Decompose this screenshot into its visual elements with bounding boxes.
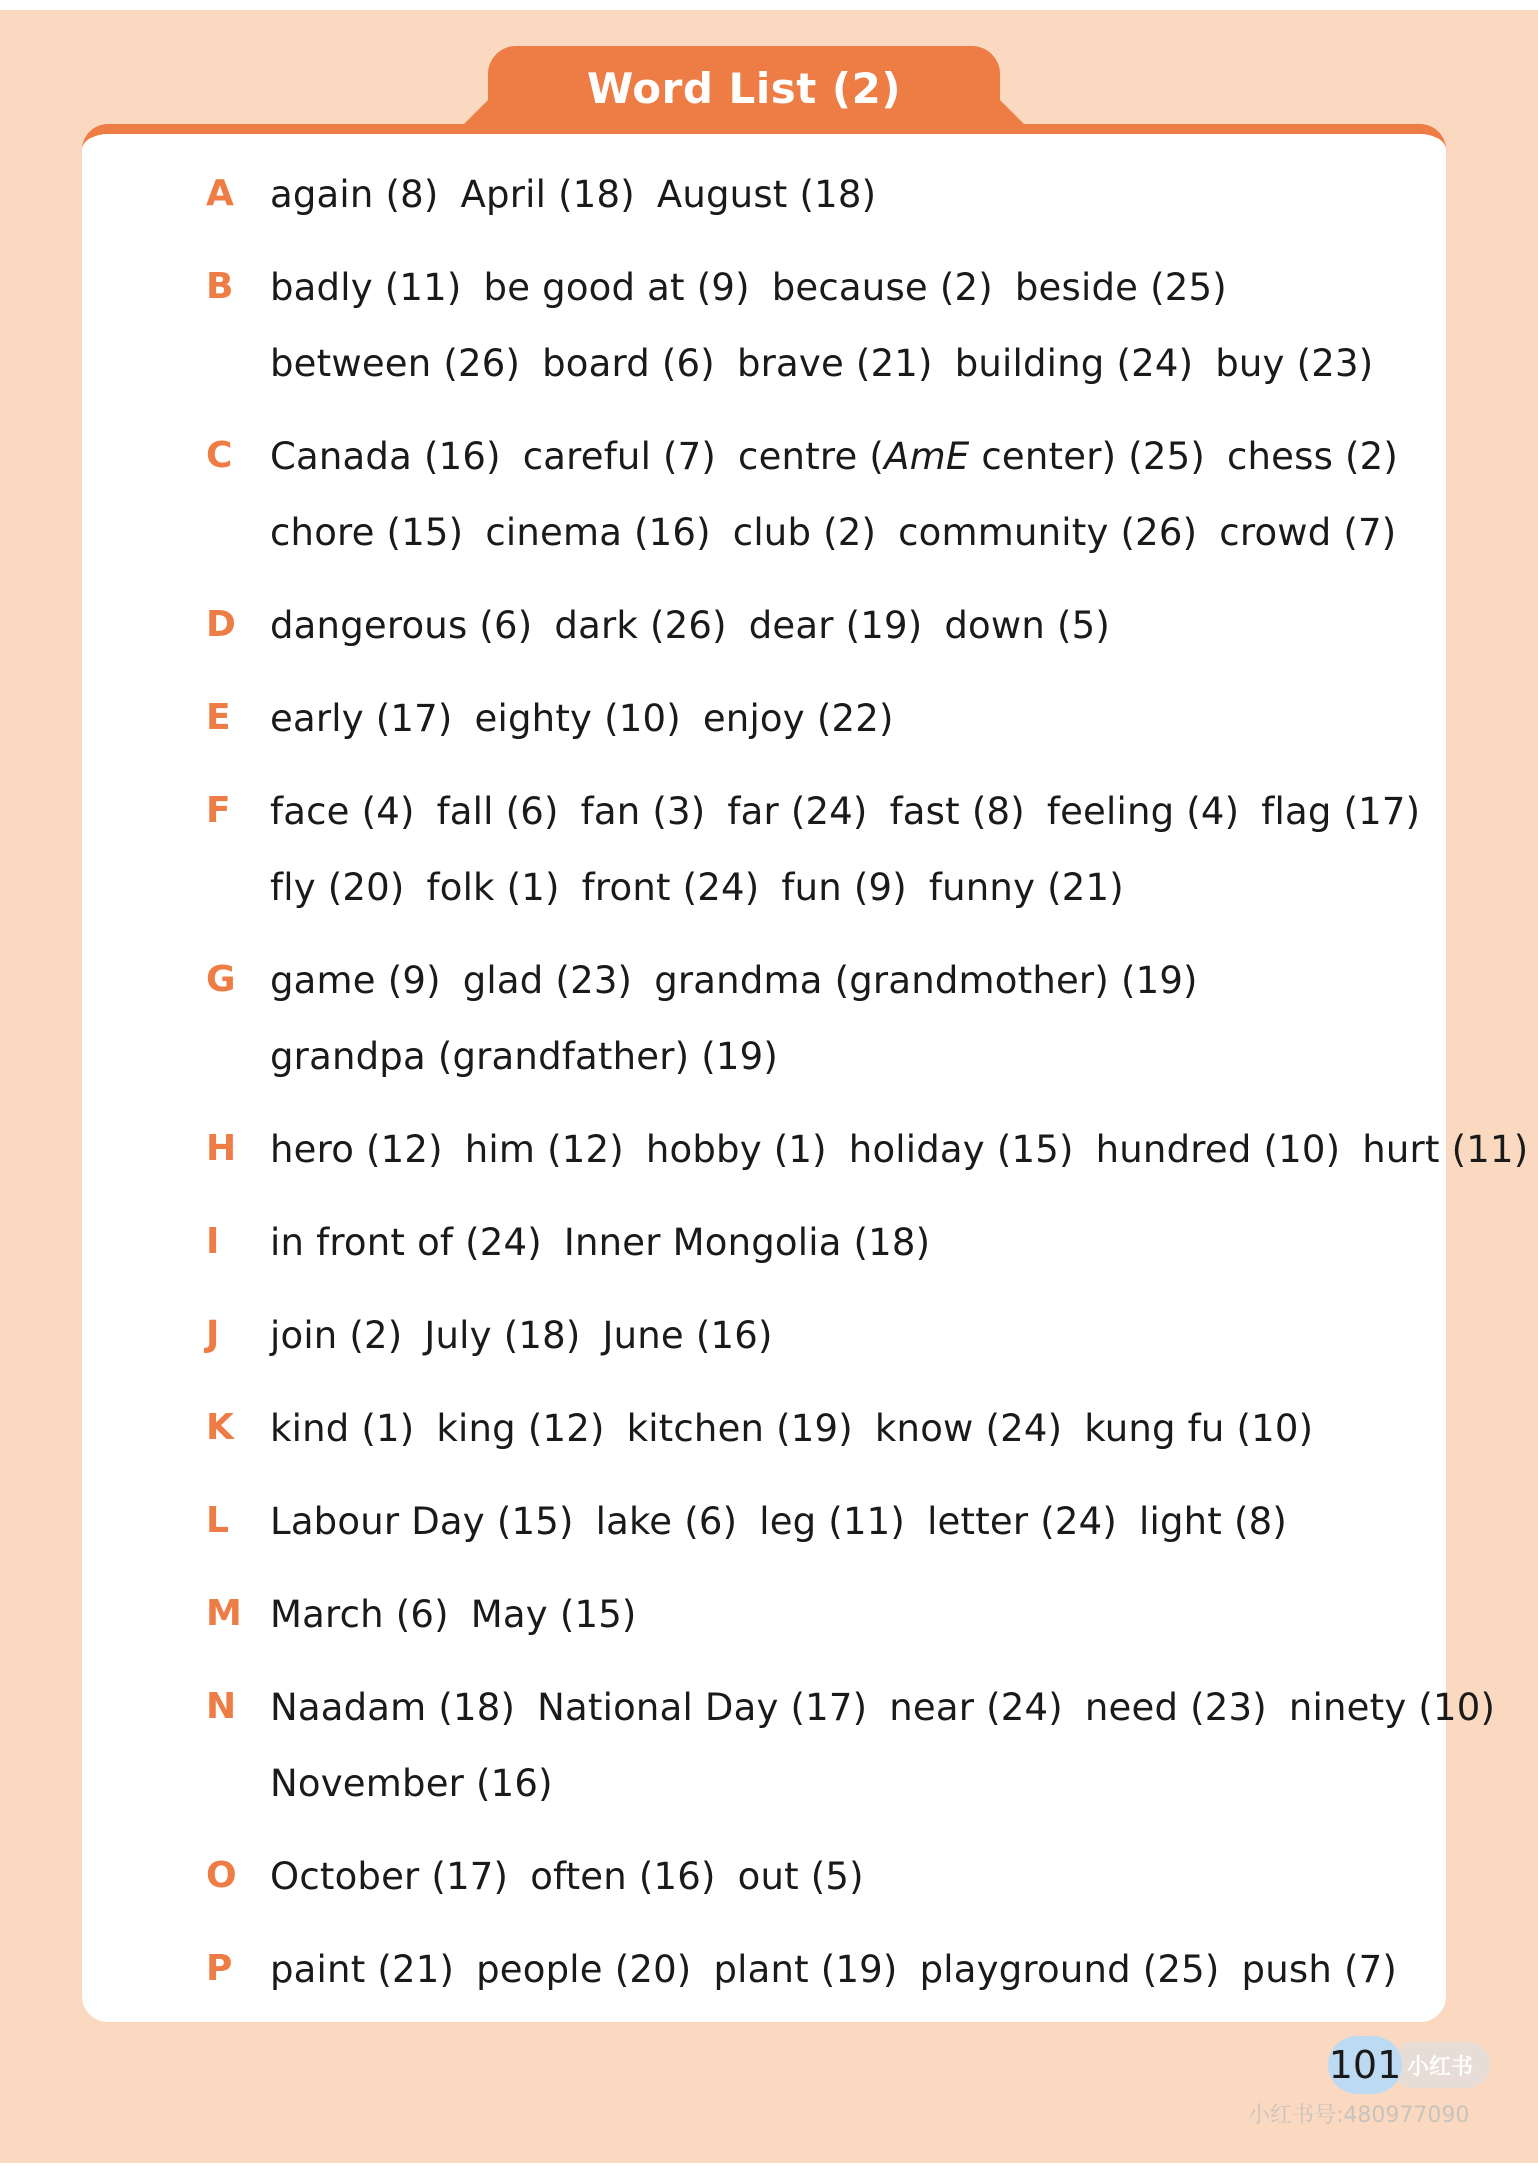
word-entry: Naadam (18) <box>270 1686 516 1729</box>
section-letter: A <box>206 173 234 214</box>
word-line <box>270 1593 637 1636</box>
word-entry: careful (7) <box>522 435 717 478</box>
word-entry: funny (21) <box>928 866 1124 909</box>
word-entry: Canada (16) <box>270 435 501 478</box>
section-letter: B <box>206 266 234 307</box>
word-entry: crowd (7) <box>1219 511 1397 554</box>
word-entry: eighty (10) <box>474 697 681 740</box>
word-entry: beside (25) <box>1014 266 1227 309</box>
word-line <box>270 1035 778 1078</box>
word-entry: flag (17) <box>1261 790 1421 833</box>
word-entry: leg (11) <box>759 1500 906 1543</box>
word-entry: fly (20) <box>270 866 405 909</box>
word-entry: folk (1) <box>426 866 560 909</box>
word-line <box>270 1686 1496 1729</box>
word-line <box>270 1128 1529 1171</box>
section-letter: O <box>206 1855 237 1896</box>
word-entry: light (8) <box>1139 1500 1287 1543</box>
word-entry: badly (11) <box>270 266 462 309</box>
word-entry: in front of (24) <box>270 1221 542 1264</box>
word-entry: hobby (1) <box>645 1128 827 1171</box>
section-letter: K <box>206 1407 234 1448</box>
word-entry: grandma (grandmother) (19) <box>654 959 1198 1002</box>
word-entry: be good at (9) <box>483 266 750 309</box>
word-entry: people (20) <box>476 1948 692 1991</box>
word-entry: early (17) <box>270 697 453 740</box>
word-entry: glad (23) <box>462 959 633 1002</box>
word-entry: June (16) <box>602 1314 773 1357</box>
section-letter: D <box>206 604 236 645</box>
section-letter: I <box>206 1221 220 1262</box>
word-entry: March (6) <box>270 1593 449 1636</box>
word-entry: fall (6) <box>436 790 559 833</box>
word-entry: holiday (15) <box>848 1128 1074 1171</box>
section-letter: C <box>206 435 233 476</box>
section-letter: M <box>206 1593 242 1634</box>
section-letter: F <box>206 790 231 831</box>
watermark-logo: 小红书 <box>1390 2042 1490 2088</box>
word-line <box>270 1221 931 1264</box>
word-entry: community (26) <box>898 511 1198 554</box>
word-line <box>270 266 1227 309</box>
section-letter: L <box>206 1500 229 1541</box>
word-entry: face (4) <box>270 790 415 833</box>
word-entry: building (24) <box>954 342 1194 385</box>
top-edge <box>0 0 1538 10</box>
word-entry: kitchen (19) <box>626 1407 853 1450</box>
word-entry: dangerous (6) <box>270 604 533 647</box>
word-entry: National Day (17) <box>537 1686 868 1729</box>
word-entry: dark (26) <box>554 604 727 647</box>
word-line <box>270 1762 553 1805</box>
word-entry: hero (12) <box>270 1128 443 1171</box>
word-entry: fast (8) <box>889 790 1025 833</box>
word-entry: buy (23) <box>1215 342 1374 385</box>
word-entry: lake (6) <box>595 1500 738 1543</box>
section-letter: E <box>206 697 231 738</box>
word-entry: feeling (4) <box>1046 790 1240 833</box>
word-entry: often (16) <box>530 1855 716 1898</box>
word-entry: club (2) <box>732 511 877 554</box>
section-letter: H <box>206 1128 237 1169</box>
word-line <box>270 1948 1397 1991</box>
word-entry: know (24) <box>874 1407 1063 1450</box>
word-entry: kind (1) <box>270 1407 415 1450</box>
word-entry: Labour Day (15) <box>270 1500 574 1543</box>
word-entry: enjoy (22) <box>702 697 894 740</box>
word-line <box>270 173 877 216</box>
word-line <box>270 866 1124 909</box>
word-line <box>270 435 1399 478</box>
word-line <box>270 1855 864 1898</box>
word-entry: hundred (10) <box>1095 1128 1341 1171</box>
word-entry: paint (21) <box>270 1948 455 1991</box>
word-line <box>270 342 1374 385</box>
word-entry: letter (24) <box>927 1500 1118 1543</box>
word-entry: August (18) <box>656 173 877 216</box>
word-entry: chess (2) <box>1226 435 1399 478</box>
section-letter: G <box>206 959 236 1000</box>
bottom-edge <box>0 2163 1538 2173</box>
word-line <box>270 1407 1314 1450</box>
page-title: Word List (2) <box>586 63 902 113</box>
word-entry: cinema (16) <box>485 511 711 554</box>
watermark-id: 小红书号:480977090 <box>1248 2103 1470 2128</box>
word-line <box>270 1500 1287 1543</box>
word-entry: because (2) <box>771 266 993 309</box>
word-entry: king (12) <box>436 1407 605 1450</box>
word-entry: hurt (11) <box>1362 1128 1529 1171</box>
word-entry: again (8) <box>270 173 439 216</box>
word-line <box>270 604 1110 647</box>
word-entry: push (7) <box>1241 1948 1397 1991</box>
word-entry: out (5) <box>737 1855 864 1898</box>
word-line <box>270 959 1198 1002</box>
section-letter: J <box>206 1314 220 1355</box>
word-entry: playground (25) <box>919 1948 1220 1991</box>
word-entry: brave (21) <box>736 342 933 385</box>
word-entry: Inner Mongolia (18) <box>563 1221 931 1264</box>
word-entry: fun (9) <box>781 866 907 909</box>
word-entry: down (5) <box>944 604 1110 647</box>
word-entry: need (23) <box>1084 1686 1267 1729</box>
word-entry: April (18) <box>460 173 635 216</box>
word-entry: ninety (10) <box>1288 1686 1496 1729</box>
word-entry: near (24) <box>889 1686 1063 1729</box>
word-line <box>270 697 894 740</box>
word-line <box>270 1314 773 1357</box>
word-entry: him (12) <box>464 1128 624 1171</box>
word-entry: far (24) <box>727 790 868 833</box>
word-entry: grandpa (grandfather) (19) <box>270 1035 778 1078</box>
word-entry: November (16) <box>270 1762 553 1805</box>
word-entry: join (2) <box>270 1314 403 1357</box>
word-line <box>270 511 1397 554</box>
word-entry: plant (19) <box>713 1948 898 1991</box>
word-entry: dear (19) <box>748 604 923 647</box>
word-entry: July (18) <box>424 1314 581 1357</box>
word-entry: board (6) <box>542 342 715 385</box>
word-entry: May (15) <box>470 1593 637 1636</box>
title-tab <box>488 46 1000 130</box>
word-entry: fan (3) <box>580 790 706 833</box>
word-entry: chore (15) <box>270 511 464 554</box>
word-entry: October (17) <box>270 1855 509 1898</box>
word-entry: game (9) <box>270 959 441 1002</box>
word-entry: between (26) <box>270 342 521 385</box>
word-entry: centre (AmE center) (25) <box>738 435 1205 478</box>
word-entry: kung fu (10) <box>1084 1407 1314 1450</box>
section-letter: N <box>206 1686 237 1727</box>
page-number: 101 <box>1328 2036 1402 2094</box>
section-letter: P <box>206 1948 233 1989</box>
word-entry: front (24) <box>581 866 760 909</box>
word-line <box>270 790 1421 833</box>
